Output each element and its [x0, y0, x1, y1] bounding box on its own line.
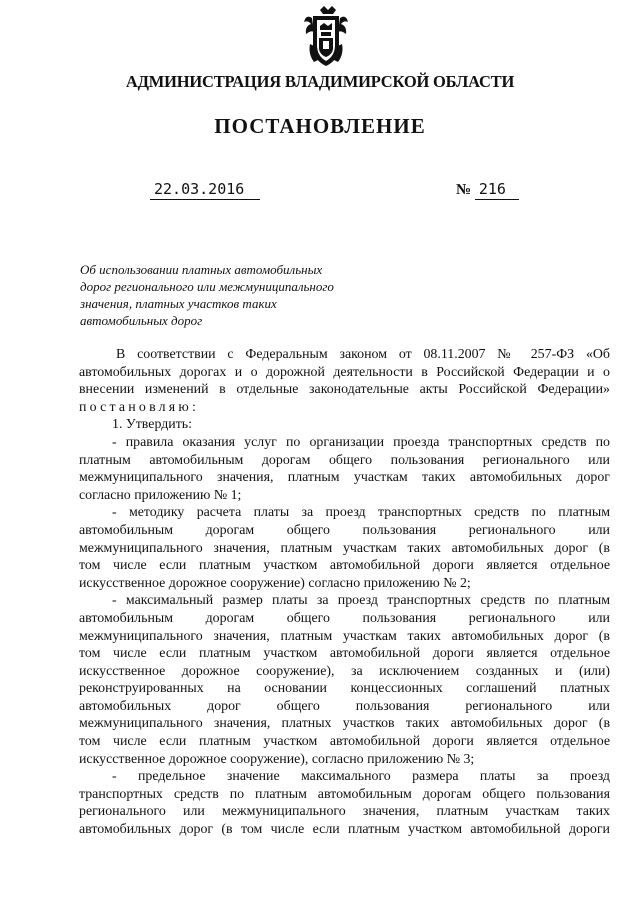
subject-line: Об использовании платных автомобильных	[80, 262, 323, 277]
body-line: автомобильным дорогам общего пользования регионального или	[79, 522, 610, 538]
body-line: - максимальный размер платы за проезд транспортных средств по платным	[112, 593, 610, 609]
body-line: межмуниципального значения, платным участкам таких автомобильных дорог (в	[79, 540, 610, 556]
body-line: автомобильным дорогам общего пользования регионального или	[79, 610, 610, 626]
body-line: автомобильных дорогах и о дорожной деятельности в Российской Федерации и о	[79, 364, 610, 380]
number-sign: №	[456, 182, 472, 198]
body-line: 1. Утвердить:	[112, 417, 192, 433]
body-line: межмуниципального значения, платным участкам таких автомобильных дорог	[79, 470, 610, 486]
body-line: том числе если платным участком автомобильной дороги является отдельное	[79, 646, 610, 662]
body-line: - правила оказания услуг по организации проезда транспортных средств по	[112, 434, 610, 450]
body-line: согласно приложению № 1;	[79, 487, 242, 503]
body-line: автомобильных дорог (в том числе если платным участком автомобильной дороги	[79, 822, 610, 838]
body-line: искусственное дорожное сооружение) согласно приложению № 2;	[79, 575, 471, 591]
document-number-block	[456, 180, 519, 200]
body-line: - методику расчета платы за проезд транспортных средств по платным	[112, 505, 610, 521]
body-line: искусственное дорожное сооружение), согласно приложению № 3;	[79, 751, 475, 767]
body-line-resolution: постановляю:	[79, 399, 200, 415]
body-line: искусственное дорожное сооружение), за исключением созданных и (или)	[79, 663, 610, 679]
body-line: том числе если платным участком автомобильной дороги является отдельное	[79, 734, 610, 750]
body-line: транспортных средств по платным автомобильным дорогам общего пользования	[79, 786, 610, 802]
body-line: внесении изменений в отдельные законодательные акты Российской Федерации»	[79, 382, 610, 398]
body-line: платным автомобильным дорогам общего пользования регионального или	[79, 452, 610, 468]
organization-name: АДМИНИСТРАЦИЯ ВЛАДИМИРСКОЙ ОБЛАСТИ	[125, 72, 515, 91]
subject-line: дорог регионального или межмуниципального	[80, 279, 334, 294]
document-subject	[80, 261, 370, 329]
body-line: регионального или межмуниципального значения, платным участкам таких	[79, 804, 610, 820]
document-number: 216	[475, 180, 519, 200]
document-date: 22.03.2016	[150, 180, 260, 200]
subject-line: значения, платных участков таких	[80, 296, 277, 311]
body-line: - предельное значение максимального размера платы за проезд	[112, 769, 610, 785]
body-line: том числе если платным участком автомобильной дороги является отдельное	[79, 558, 610, 574]
body-line: межмуниципального значения, платных участков таких автомобильных дорог (в	[79, 716, 610, 732]
document-body	[79, 346, 610, 839]
body-line: реконструированных на основании концессионных соглашений платных	[79, 681, 610, 697]
body-line: В соответствии с Федеральным законом от 08.11.2007 № 257-ФЗ «Об	[116, 347, 610, 362]
document-type-title: ПОСТАНОВЛЕНИЕ	[214, 114, 426, 138]
coat-of-arms-emblem	[302, 4, 350, 70]
body-line: межмуниципального значения, платным участкам таких автомобильных дорог (в	[79, 628, 610, 644]
subject-line: автомобильных дорог	[80, 313, 203, 328]
body-line: автомобильных дорог общего пользования регионального или	[79, 698, 610, 714]
